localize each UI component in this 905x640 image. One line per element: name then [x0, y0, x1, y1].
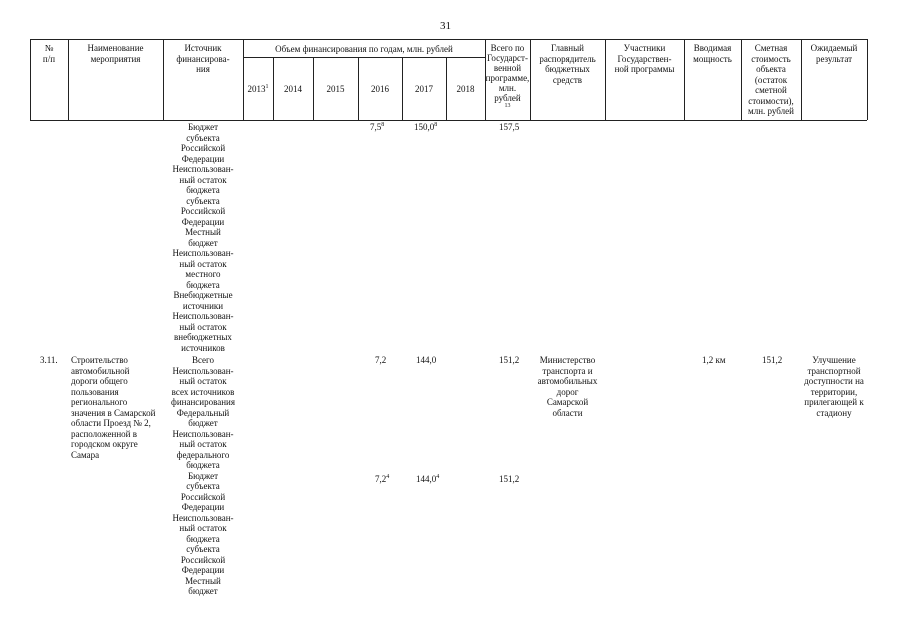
header-col-estimate: Сметная стоимость объекта (остаток сметной стоимости), млн. рублей: [748, 43, 794, 116]
row-capacity: 1,2 км: [702, 355, 726, 365]
header-year-2015: 2015: [326, 84, 345, 94]
header-col-participants: Участники Государствен- ной программы: [614, 43, 675, 74]
row-manager: Министерство транспорта и автомобильных дорог Самарской области: [537, 355, 598, 418]
block1-value-2016: $7,5^8$: [370, 122, 385, 132]
header-col-total: Всего по Государст- венной программе, млн. рублей $^{13}$: [485, 43, 530, 109]
row-subject-budget-2016: $7,2^4$: [375, 474, 390, 484]
row-value-2016: 7,2: [375, 355, 387, 365]
row-estimate: 151,2: [762, 355, 783, 365]
header-year-2014: 2014: [284, 84, 302, 94]
header-year-2013: 2013$^1$: [247, 84, 269, 94]
row-result: Улучшение транспортной доступности на территории, прилегающей к стадиону: [804, 355, 864, 418]
header-col-name: Наименование мероприятия: [87, 43, 144, 64]
row-value-2017: 144,0: [416, 355, 437, 365]
page-number: 31: [440, 20, 451, 32]
header-col-manager: Главный распорядитель бюджетных средств: [539, 43, 596, 85]
header-year-2016: 2016: [371, 84, 389, 94]
header-col-no: № п/п: [42, 43, 56, 64]
row-total: 151,2: [499, 355, 520, 365]
block1-sources: Бюджет субъекта Российской Федерации Неиспользован- ный остаток бюджета субъекта Российской Федерации Местный бюджет Неиспользован- ный остаток местного бюджета Внебюджетные источники Неиспользован- ный остаток внебюджетных источников: [172, 122, 234, 353]
block1-value-2017: 150,0$^8$: [414, 122, 438, 132]
header-col-source: Источник финансирова- ния: [176, 43, 230, 74]
header-year-2017: 2017: [415, 84, 433, 94]
header-year-2018: 2018: [456, 84, 475, 94]
block1-total: 157,5: [499, 122, 520, 132]
header-col-capacity: Вводимая мощность: [693, 43, 732, 64]
header-funding-title: Объем финансирования по годам, млн. рублей: [275, 44, 453, 54]
row-subject-budget-2017: 144,0$^4$: [416, 474, 440, 484]
row-subject-budget-total: 151,2: [499, 474, 520, 484]
row-name: Строительство автомобильной дороги общего пользования регионального значения в Самарской области Проезд № 2, расположенной в городском округе Самара: [71, 355, 156, 460]
row-sources: Всего Неиспользован- ный остаток всех источников финансирования Федеральный бюджет Неиспользован- ный остаток федерального бюджета Бюджет субъекта Российской Федерации Неиспользован- ный остаток бюджета субъекта Российской Федерации Местный бюджет: [171, 355, 235, 596]
header-col-result: Ожидаемый результат: [810, 43, 858, 64]
row-number: 3.11.: [40, 355, 58, 365]
